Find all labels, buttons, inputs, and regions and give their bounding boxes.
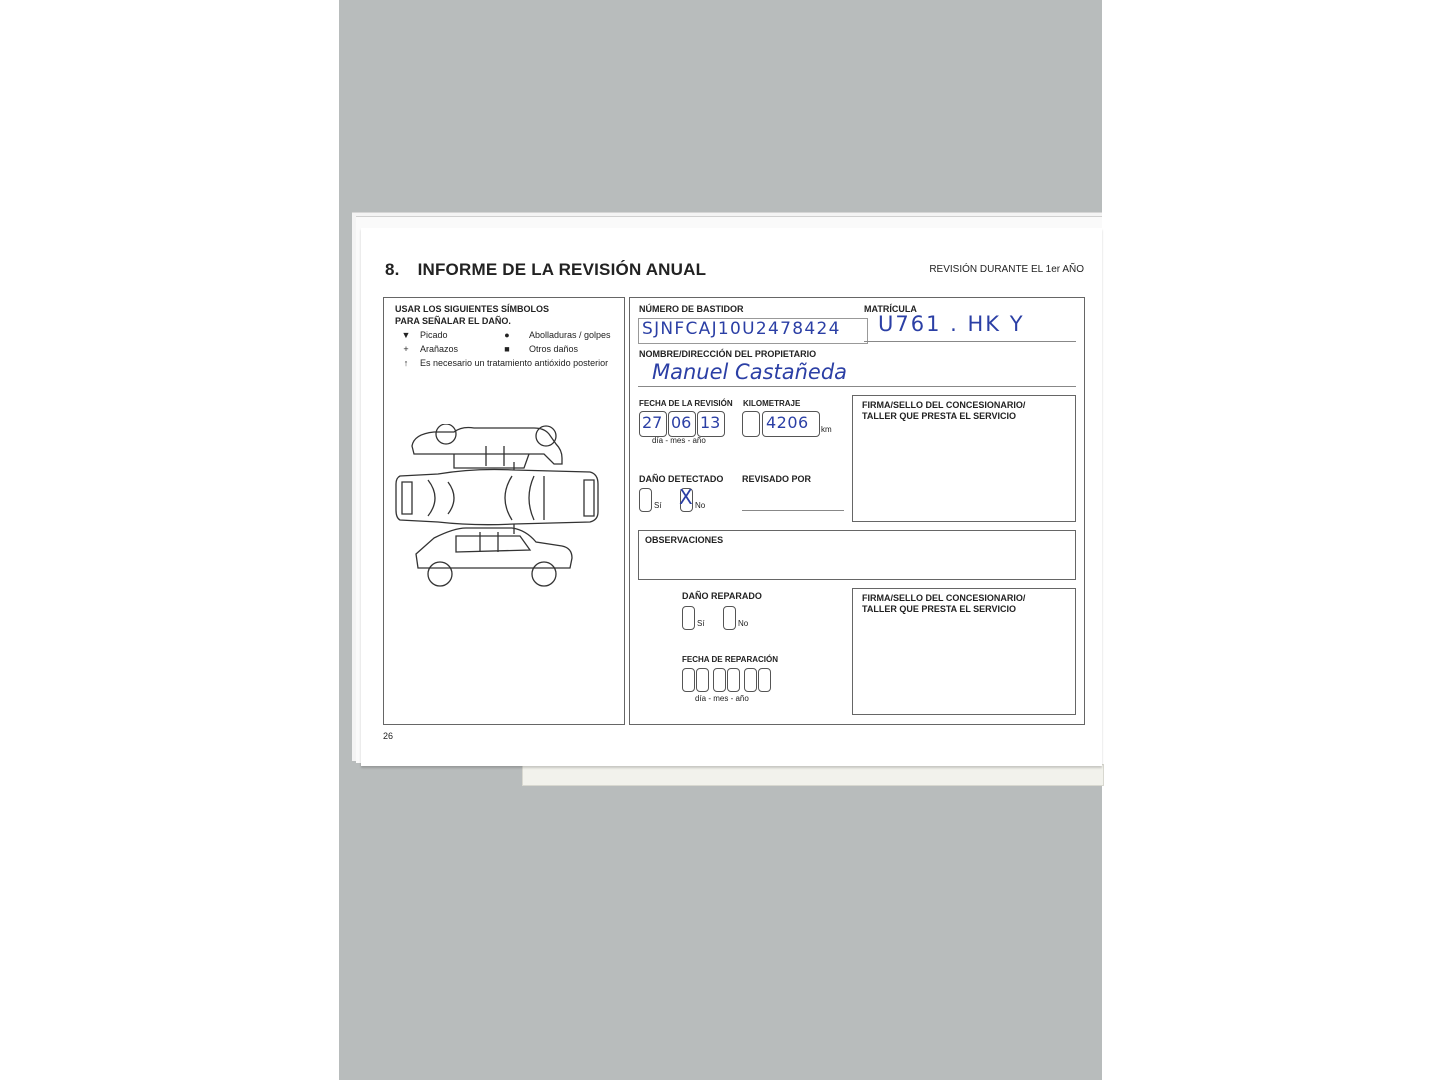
signature-1-label-line2: TALLER QUE PRESTA EL SERVICIO <box>862 411 1017 421</box>
owner-value[interactable]: Manuel Castañeda <box>652 360 848 384</box>
page-number: 26 <box>383 731 394 741</box>
plate-value[interactable]: U761 . HK Y <box>878 312 1025 336</box>
page-title <box>385 260 706 280</box>
vin-field[interactable] <box>638 318 868 344</box>
damage-detected-no-label: No <box>695 501 706 510</box>
legend-symbol-antioxido: ↑ <box>403 358 409 368</box>
car-top-view <box>396 470 598 525</box>
underlying-sheet <box>522 764 1104 786</box>
car-wheel-top-right <box>536 426 556 446</box>
legend-label-abolladuras: Abolladuras / golpes <box>529 330 611 340</box>
damage-repaired-no-checkbox[interactable] <box>723 606 736 630</box>
damage-repaired-no-label: No <box>738 619 749 628</box>
repair-date-hint: día - mes - año <box>695 694 749 703</box>
owner-label: NOMBRE/DIRECCIÓN DEL PROPIETARIO <box>639 349 817 359</box>
review-date-hint: día - mes - año <box>652 436 706 445</box>
observations-label: OBSERVACIONES <box>645 535 724 545</box>
repair-date-label: FECHA DE REPARACIÓN <box>682 655 779 664</box>
review-period-label: REVISIÓN DURANTE EL 1er AÑO <box>929 264 1084 275</box>
damage-detected-label: DAÑO DETECTADO <box>639 474 724 484</box>
repair-date-digit-1[interactable] <box>682 668 695 692</box>
damage-detected-no-mark: X <box>679 485 693 509</box>
legend-symbol-aranazos: + <box>403 344 409 354</box>
damage-detected-yes-checkbox[interactable] <box>639 488 652 512</box>
km-box-empty[interactable] <box>742 411 760 437</box>
legend-label-otros: Otros daños <box>529 344 579 354</box>
legend-label-picado: Picado <box>420 330 448 340</box>
damage-detected-yes-label: Sí <box>654 501 662 510</box>
km-unit: km <box>821 425 832 434</box>
car-side-view-top <box>412 428 562 465</box>
plate-label: MATRÍCULA <box>864 304 917 314</box>
legend-symbol-otros: ■ <box>504 344 510 354</box>
legend-label-antioxido: Es necesario un tratamiento antióxido posterior <box>420 358 609 368</box>
vin-value: SJNFCAJ10U2478424 <box>642 319 841 339</box>
review-date-month: 06 <box>671 413 692 432</box>
damage-repaired-label: DAÑO REPARADO <box>682 591 762 601</box>
repair-date-digit-3[interactable] <box>713 668 726 692</box>
signature-box-1[interactable] <box>852 395 1076 522</box>
reviewed-by-label: REVISADO POR <box>742 474 812 484</box>
car-wheel-top-left <box>436 424 456 444</box>
damage-repaired-yes-label: Sí <box>697 619 705 628</box>
car-wheel-bottom-right <box>532 562 556 586</box>
repair-date-digit-5[interactable] <box>744 668 757 692</box>
review-date-label: FECHA DE LA REVISIÓN <box>639 399 733 408</box>
damage-diagram-panel <box>383 297 625 725</box>
reviewed-by-underline[interactable] <box>742 510 844 511</box>
section-number: 8. <box>385 260 400 279</box>
review-date-day-box[interactable] <box>639 411 667 437</box>
owner-underline <box>638 386 1076 387</box>
car-outline-diagram[interactable] <box>394 424 616 599</box>
legend-title-line2: PARA SEÑALAR EL DAÑO. <box>395 316 511 326</box>
km-box[interactable] <box>762 411 820 437</box>
observations-box[interactable] <box>638 530 1076 580</box>
km-label: KILOMETRAJE <box>743 399 801 408</box>
plate-underline <box>864 341 1076 342</box>
damage-detected-no-checkbox[interactable] <box>679 485 693 512</box>
review-date-month-box[interactable] <box>668 411 696 437</box>
review-date-year: 13 <box>700 413 721 432</box>
legend-symbol-abolladuras: ● <box>504 330 510 340</box>
vin-label: NÚMERO DE BASTIDOR <box>639 304 744 314</box>
review-date-year-box[interactable] <box>697 411 725 437</box>
section-title: INFORME DE LA REVISIÓN ANUAL <box>417 260 707 279</box>
signature-1-label-line1: FIRMA/SELLO DEL CONCESIONARIO/ <box>862 400 1026 410</box>
car-wheel-bottom-left <box>428 562 452 586</box>
km-value: 4206 <box>766 413 809 432</box>
signature-2-label-line2: TALLER QUE PRESTA EL SERVICIO <box>862 604 1017 614</box>
damage-repaired-yes-checkbox[interactable] <box>682 606 695 630</box>
legend-symbol-picado: ▼ <box>401 330 411 340</box>
repair-date-digit-4[interactable] <box>727 668 740 692</box>
review-date-day: 27 <box>642 413 663 432</box>
review-form-panel <box>629 297 1085 725</box>
repair-date-digit-2[interactable] <box>696 668 709 692</box>
signature-box-2[interactable] <box>852 588 1076 715</box>
signature-2-label-line1: FIRMA/SELLO DEL CONCESIONARIO/ <box>862 593 1026 603</box>
booklet-page <box>361 228 1102 766</box>
legend-label-aranazos: Arañazos <box>420 344 459 354</box>
repair-date-digit-6[interactable] <box>758 668 771 692</box>
legend-title-line1: USAR LOS SIGUIENTES SÍMBOLOS <box>395 304 550 314</box>
